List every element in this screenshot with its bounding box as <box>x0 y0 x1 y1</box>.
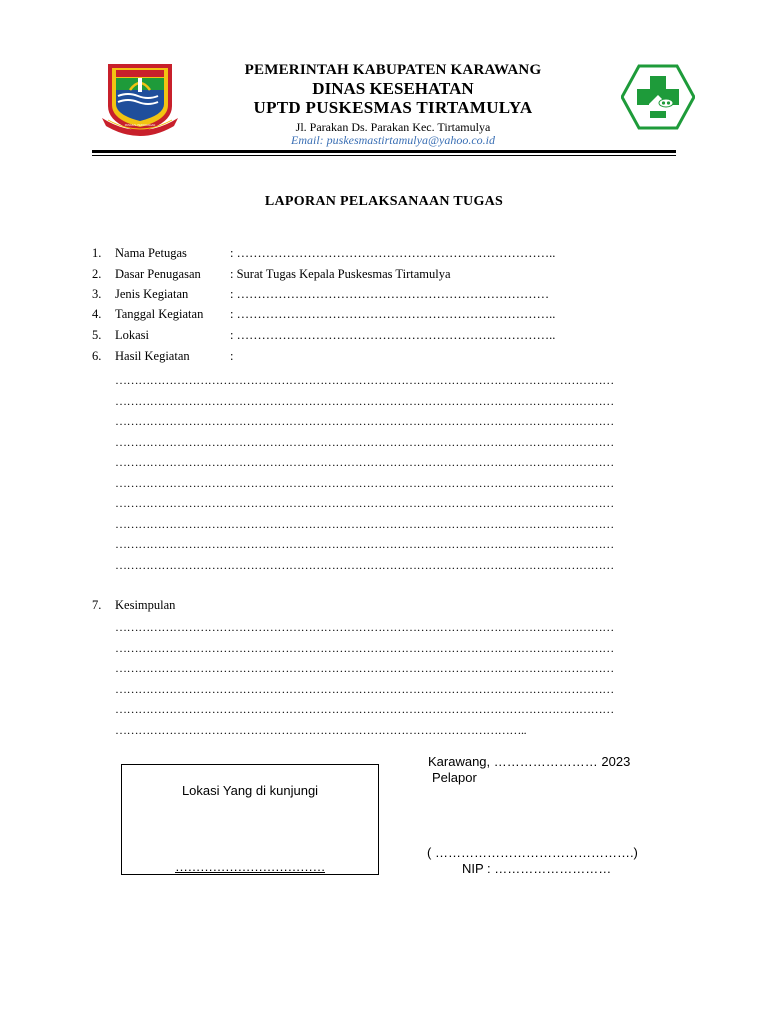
location-signature-line: ……………………………… <box>175 859 325 874</box>
letterhead-department: DINAS KESEHATAN <box>312 79 474 98</box>
result-dotted-line: ………………………………………………………………………………………………………………… <box>115 373 614 387</box>
field-value: : ………………………………………………………………….. <box>230 246 556 260</box>
document-title: LAPORAN PELAKSANAAN TUGAS <box>264 194 504 209</box>
field-label: Dasar Penugasan <box>115 267 201 281</box>
conclusion-dotted-line: …………………………………………………………………………………………….. <box>115 723 527 737</box>
signature-role: Pelapor <box>432 770 477 785</box>
field-value: : <box>230 349 234 363</box>
puskesmas-logo-icon <box>621 64 695 130</box>
conclusion-dotted-line: ………………………………………………………………………………………………………………… <box>115 620 614 634</box>
field-label: Hasil Kegiatan <box>115 349 190 363</box>
result-dotted-line: ………………………………………………………………………………………………………………… <box>115 476 614 490</box>
conclusion-dotted-line: ………………………………………………………………………………………………………………… <box>115 682 614 696</box>
field-value: : ………………………………………………………………… <box>230 287 550 301</box>
conclusion-dotted-line: ………………………………………………………………………………………………………………… <box>115 702 614 716</box>
field-value: : Surat Tugas Kepala Puskesmas Tirtamulya <box>230 267 451 281</box>
field-number: 6. <box>92 349 102 363</box>
field-number: 3. <box>92 287 102 301</box>
conclusion-dotted-line: ………………………………………………………………………………………………………………… <box>115 661 614 675</box>
field-number: 5. <box>92 328 102 342</box>
location-visited-box <box>121 764 379 875</box>
field-label: Jenis Kegiatan <box>115 287 189 301</box>
field-label: Tanggal Kegiatan <box>115 307 204 321</box>
letterhead <box>0 0 768 160</box>
letterhead-institution: UPTD PUSKESMAS TIRTAMULYA <box>253 98 533 117</box>
letterhead-text <box>180 62 606 147</box>
field-number: 7. <box>92 598 102 612</box>
signature-name: ( ……………………………………….) <box>427 845 638 860</box>
letterhead-address: Jl. Parakan Ds. Parakan Kec. Tirtamulya <box>295 120 491 134</box>
letterhead-rule-thin <box>92 155 676 156</box>
field-label: Nama Petugas <box>115 246 187 260</box>
field-value: : ………………………………………………………………….. <box>230 307 556 321</box>
conclusion-dotted-line: ………………………………………………………………………………………………………………… <box>115 641 614 655</box>
field-number: 4. <box>92 307 102 321</box>
field-value: : ………………………………………………………………….. <box>230 328 556 342</box>
signature-nip: NIP : ……………………… <box>462 861 612 876</box>
crest-text-bottom: PANGKAL PERJOANGAN <box>124 124 156 127</box>
result-dotted-line: ………………………………………………………………………………………………………………… <box>115 558 614 572</box>
crest-text-top: KABUPATEN KARAWANG <box>124 62 156 65</box>
letterhead-email: Email: puskesmastirtamulya@yahoo.co.id <box>290 133 495 147</box>
location-visited-title: Lokasi Yang di kunjungi <box>181 783 319 798</box>
result-dotted-line: ………………………………………………………………………………………………………………… <box>115 537 614 551</box>
result-dotted-line: ………………………………………………………………………………………………………………… <box>115 455 614 469</box>
letterhead-rule-thick <box>92 150 676 153</box>
result-dotted-line: ………………………………………………………………………………………………………………… <box>115 435 614 449</box>
result-dotted-line: ………………………………………………………………………………………………………………… <box>115 414 614 428</box>
field-number: 1. <box>92 246 102 260</box>
field-label: Lokasi <box>115 328 150 342</box>
result-dotted-line: ………………………………………………………………………………………………………………… <box>115 517 614 531</box>
field-label: Kesimpulan <box>115 598 176 612</box>
signature-place-date: Karawang, …………………… 2023 <box>428 754 631 769</box>
result-dotted-line: ………………………………………………………………………………………………………………… <box>115 496 614 510</box>
field-number: 2. <box>92 267 102 281</box>
result-dotted-line: ………………………………………………………………………………………………………………… <box>115 394 614 408</box>
letterhead-government: PEMERINTAH KABUPATEN KARAWANG <box>244 62 542 78</box>
